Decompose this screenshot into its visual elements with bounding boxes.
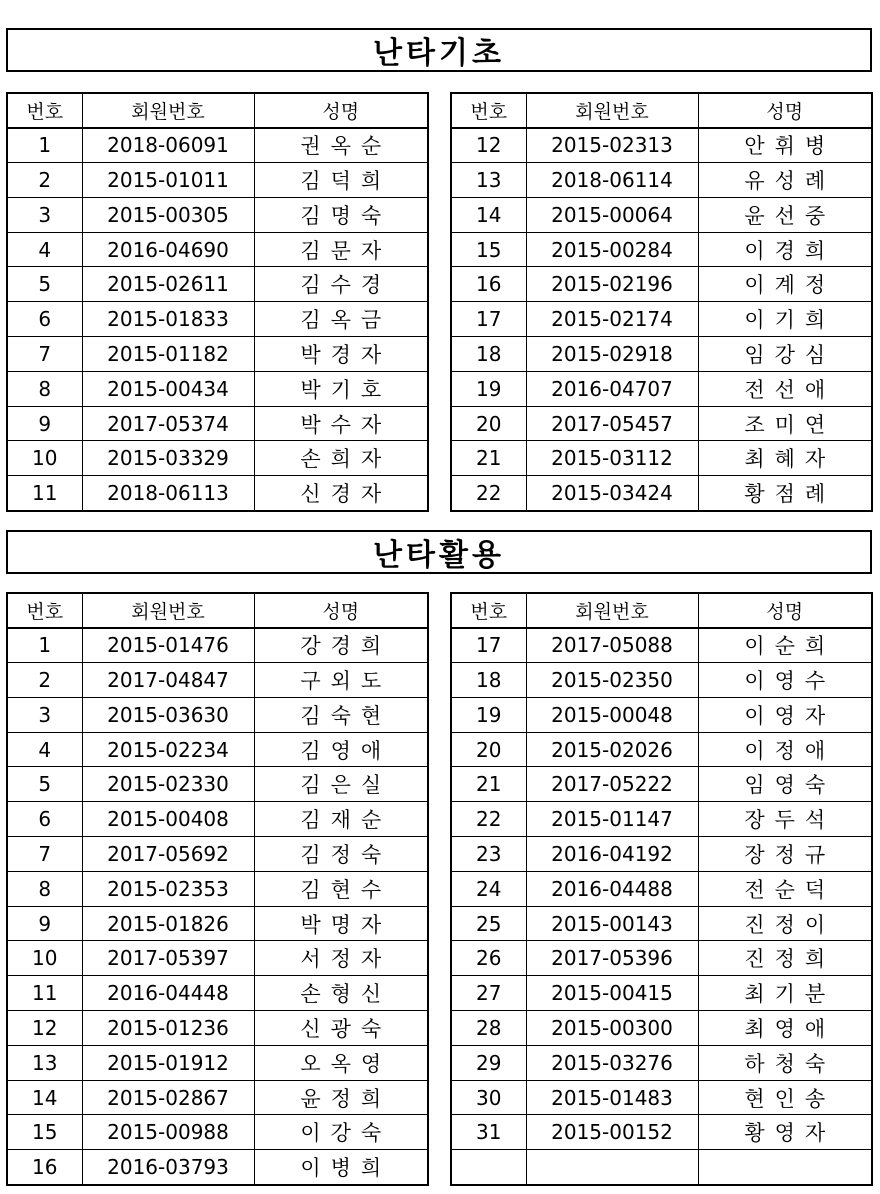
cell-name: 이계정 [698, 267, 872, 302]
cell-member-id: 2016-04690 [82, 232, 254, 267]
cell-member-id: 2016-03793 [82, 1150, 254, 1185]
cell-member-id: 2015-00064 [526, 197, 698, 232]
table-row [451, 628, 872, 663]
cell-member-id: 2017-05374 [82, 406, 254, 441]
header-name: 성명 [254, 593, 428, 628]
table-row [451, 1150, 872, 1185]
cell-member-id: 2015-03329 [82, 441, 254, 476]
cell-member-id: 2016-04488 [526, 871, 698, 906]
table-row [7, 476, 428, 511]
header-no: 번호 [7, 593, 82, 628]
table-row [451, 767, 872, 802]
table-row [7, 232, 428, 267]
cell-no: 4 [7, 732, 82, 767]
cell-name: 장정규 [698, 837, 872, 872]
cell-no: 5 [7, 767, 82, 802]
cell-no: 14 [7, 1080, 82, 1115]
table-header-row [7, 593, 428, 628]
header-name: 성명 [698, 593, 872, 628]
cell-member-id: 2017-05692 [82, 837, 254, 872]
cell-member-id: 2016-04707 [526, 371, 698, 406]
cell-member-id: 2015-02174 [526, 302, 698, 337]
cell-member-id: 2015-02611 [82, 267, 254, 302]
table-row [7, 1045, 428, 1080]
table-row [451, 941, 872, 976]
cell-no: 11 [7, 476, 82, 511]
cell-no: 17 [451, 302, 526, 337]
table-row [451, 267, 872, 302]
cell-no: 6 [7, 802, 82, 837]
cell-no: 2 [7, 663, 82, 698]
cell-no: 10 [7, 941, 82, 976]
cell-no: 30 [451, 1080, 526, 1115]
section-title-applied: 난타활용 [6, 530, 872, 574]
cell-no: 16 [451, 267, 526, 302]
cell-member-id: 2015-02350 [526, 663, 698, 698]
table-row [7, 697, 428, 732]
cell-name: 진정이 [698, 906, 872, 941]
cell-member-id: 2015-00988 [82, 1115, 254, 1150]
cell-no: 20 [451, 406, 526, 441]
table-row [7, 163, 428, 198]
cell-member-id: 2015-01476 [82, 628, 254, 663]
cell-name: 현인송 [698, 1080, 872, 1115]
cell-no: 1 [7, 128, 82, 163]
cell-member-id: 2015-01483 [526, 1080, 698, 1115]
table-row [7, 767, 428, 802]
cell-name: 박기호 [254, 371, 428, 406]
table-row [451, 732, 872, 767]
cell-member-id: 2015-02353 [82, 871, 254, 906]
cell-name: 최영애 [698, 1011, 872, 1046]
cell-member-id: 2015-01833 [82, 302, 254, 337]
cell-name: 이경희 [698, 232, 872, 267]
table-row [451, 197, 872, 232]
table-row [451, 976, 872, 1011]
cell-name: 김숙현 [254, 697, 428, 732]
cell-no: 8 [7, 371, 82, 406]
cell-name: 이정애 [698, 732, 872, 767]
cell-name: 김영애 [254, 732, 428, 767]
cell-member-id: 2015-00408 [82, 802, 254, 837]
cell-no: 5 [7, 267, 82, 302]
table-row [7, 1150, 428, 1185]
header-member-id: 회원번호 [526, 593, 698, 628]
cell-name: 임영숙 [698, 767, 872, 802]
table-row [7, 337, 428, 372]
cell-name: 김덕희 [254, 163, 428, 198]
cell-no: 9 [7, 406, 82, 441]
cell-no: 10 [7, 441, 82, 476]
cell-no: 16 [7, 1150, 82, 1185]
table-row [7, 663, 428, 698]
cell-member-id: 2015-02918 [526, 337, 698, 372]
cell-name: 김정숙 [254, 837, 428, 872]
roster-table-basic-right [450, 92, 873, 512]
cell-name: 김수경 [254, 267, 428, 302]
cell-name: 황영자 [698, 1115, 872, 1150]
table-row [451, 371, 872, 406]
roster-table-basic-left [6, 92, 429, 512]
header-member-id: 회원번호 [82, 93, 254, 128]
cell-no: 3 [7, 697, 82, 732]
cell-name: 이영자 [698, 697, 872, 732]
cell-no: 9 [7, 906, 82, 941]
table-row [451, 232, 872, 267]
cell-name: 전순덕 [698, 871, 872, 906]
cell-name: 박경자 [254, 337, 428, 372]
cell-member-id: 2015-00305 [82, 197, 254, 232]
cell-no: 18 [451, 663, 526, 698]
cell-no: 23 [451, 837, 526, 872]
cell-member-id: 2016-04448 [82, 976, 254, 1011]
cell-no: 8 [7, 871, 82, 906]
cell-member-id: 2015-00143 [526, 906, 698, 941]
cell-member-id: 2015-02313 [526, 128, 698, 163]
cell-name: 유성례 [698, 163, 872, 198]
header-no: 번호 [451, 593, 526, 628]
roster-table-applied-right [450, 592, 873, 1186]
cell-no: 18 [451, 337, 526, 372]
table-row [7, 906, 428, 941]
cell-no: 4 [7, 232, 82, 267]
cell-name: 박명자 [254, 906, 428, 941]
cell-member-id: 2017-05088 [526, 628, 698, 663]
header-member-id: 회원번호 [526, 93, 698, 128]
cell-no: 1 [7, 628, 82, 663]
cell-no: 13 [7, 1045, 82, 1080]
table-row [7, 941, 428, 976]
table-row [451, 337, 872, 372]
cell-member-id: 2017-05222 [526, 767, 698, 802]
cell-member-id: 2015-02196 [526, 267, 698, 302]
cell-no: 17 [451, 628, 526, 663]
table-row [7, 628, 428, 663]
cell-no: 2 [7, 163, 82, 198]
cell-name: 박수자 [254, 406, 428, 441]
cell-no: 28 [451, 1011, 526, 1046]
cell-name: 손희자 [254, 441, 428, 476]
table-row [451, 871, 872, 906]
table-row [451, 163, 872, 198]
cell-member-id: 2015-02330 [82, 767, 254, 802]
cell-name: 윤정희 [254, 1080, 428, 1115]
cell-member-id: 2015-03424 [526, 476, 698, 511]
cell-name: 하청숙 [698, 1045, 872, 1080]
cell-member-id: 2018-06091 [82, 128, 254, 163]
cell-no: 22 [451, 802, 526, 837]
cell-name: 오옥영 [254, 1045, 428, 1080]
cell-no: 29 [451, 1045, 526, 1080]
cell-no: 3 [7, 197, 82, 232]
table-row [451, 441, 872, 476]
table-row [451, 1011, 872, 1046]
cell-no: 6 [7, 302, 82, 337]
table-row [7, 732, 428, 767]
cell-name: 진정희 [698, 941, 872, 976]
cell-member-id: 2018-06114 [526, 163, 698, 198]
table-header-row [7, 93, 428, 128]
table-row [7, 197, 428, 232]
table-row [7, 441, 428, 476]
cell-member-id: 2015-01826 [82, 906, 254, 941]
cell-member-id: 2015-03276 [526, 1045, 698, 1080]
cell-no: 15 [7, 1115, 82, 1150]
cell-name: 이기희 [698, 302, 872, 337]
cell-member-id: 2015-03630 [82, 697, 254, 732]
table-row [451, 1045, 872, 1080]
cell-member-id: 2018-06113 [82, 476, 254, 511]
cell-no: 7 [7, 837, 82, 872]
cell-no: 31 [451, 1115, 526, 1150]
cell-member-id [526, 1150, 698, 1185]
cell-name: 권옥순 [254, 128, 428, 163]
cell-name: 김명숙 [254, 197, 428, 232]
cell-no: 13 [451, 163, 526, 198]
cell-member-id: 2015-01236 [82, 1011, 254, 1046]
table-row [7, 802, 428, 837]
cell-no: 14 [451, 197, 526, 232]
cell-member-id: 2015-00415 [526, 976, 698, 1011]
cell-no: 25 [451, 906, 526, 941]
cell-name: 김현수 [254, 871, 428, 906]
cell-no: 19 [451, 371, 526, 406]
cell-member-id: 2015-00300 [526, 1011, 698, 1046]
table-row [451, 663, 872, 698]
section-title-basic: 난타기초 [6, 28, 872, 72]
table-row [451, 802, 872, 837]
cell-name: 강경희 [254, 628, 428, 663]
table-row [7, 128, 428, 163]
table-row [451, 1115, 872, 1150]
cell-member-id: 2016-04192 [526, 837, 698, 872]
roster-table-applied-left [6, 592, 429, 1186]
cell-member-id: 2017-05397 [82, 941, 254, 976]
table-row [451, 697, 872, 732]
cell-member-id: 2015-01011 [82, 163, 254, 198]
cell-member-id: 2015-01147 [526, 802, 698, 837]
cell-member-id: 2017-05457 [526, 406, 698, 441]
table-row [7, 302, 428, 337]
cell-name: 조미연 [698, 406, 872, 441]
cell-no: 11 [7, 976, 82, 1011]
table-row [451, 128, 872, 163]
cell-member-id: 2015-00284 [526, 232, 698, 267]
table-row [451, 302, 872, 337]
cell-no: 27 [451, 976, 526, 1011]
table-row [7, 406, 428, 441]
cell-name: 황점례 [698, 476, 872, 511]
table-row [7, 871, 428, 906]
cell-name: 윤선중 [698, 197, 872, 232]
table-row [7, 1080, 428, 1115]
cell-no: 15 [451, 232, 526, 267]
cell-member-id: 2015-02234 [82, 732, 254, 767]
table-row [7, 371, 428, 406]
table-row [7, 267, 428, 302]
cell-member-id: 2015-00434 [82, 371, 254, 406]
cell-name: 신경자 [254, 476, 428, 511]
cell-member-id: 2015-01182 [82, 337, 254, 372]
cell-no: 12 [451, 128, 526, 163]
cell-name: 안휘병 [698, 128, 872, 163]
cell-name: 전선애 [698, 371, 872, 406]
header-name: 성명 [698, 93, 872, 128]
cell-name: 이강숙 [254, 1115, 428, 1150]
cell-member-id: 2015-03112 [526, 441, 698, 476]
table-row [7, 837, 428, 872]
cell-member-id: 2015-00152 [526, 1115, 698, 1150]
cell-name: 김옥금 [254, 302, 428, 337]
header-member-id: 회원번호 [82, 593, 254, 628]
table-row [7, 976, 428, 1011]
cell-member-id: 2017-04847 [82, 663, 254, 698]
header-no: 번호 [451, 93, 526, 128]
cell-name: 장두석 [698, 802, 872, 837]
cell-no [451, 1150, 526, 1185]
cell-name: 손형신 [254, 976, 428, 1011]
header-no: 번호 [7, 93, 82, 128]
table-row [451, 476, 872, 511]
table-row [7, 1011, 428, 1046]
table-row [7, 1115, 428, 1150]
cell-no: 26 [451, 941, 526, 976]
cell-name: 최혜자 [698, 441, 872, 476]
cell-no: 12 [7, 1011, 82, 1046]
header-name: 성명 [254, 93, 428, 128]
cell-member-id: 2017-05396 [526, 941, 698, 976]
table-row [451, 837, 872, 872]
cell-name: 김은실 [254, 767, 428, 802]
table-header-row [451, 593, 872, 628]
cell-name: 이순희 [698, 628, 872, 663]
cell-no: 19 [451, 697, 526, 732]
cell-member-id: 2015-01912 [82, 1045, 254, 1080]
cell-name: 서정자 [254, 941, 428, 976]
cell-name: 김문자 [254, 232, 428, 267]
cell-no: 24 [451, 871, 526, 906]
cell-name: 이병희 [254, 1150, 428, 1185]
cell-name: 이영수 [698, 663, 872, 698]
cell-member-id: 2015-02867 [82, 1080, 254, 1115]
cell-name: 임강심 [698, 337, 872, 372]
table-header-row [451, 93, 872, 128]
cell-name: 구외도 [254, 663, 428, 698]
table-row [451, 906, 872, 941]
cell-name: 최기분 [698, 976, 872, 1011]
cell-no: 7 [7, 337, 82, 372]
cell-member-id: 2015-02026 [526, 732, 698, 767]
cell-name: 김재순 [254, 802, 428, 837]
cell-no: 21 [451, 767, 526, 802]
table-row [451, 1080, 872, 1115]
cell-no: 21 [451, 441, 526, 476]
table-row [451, 406, 872, 441]
cell-no: 20 [451, 732, 526, 767]
cell-name [698, 1150, 872, 1185]
cell-member-id: 2015-00048 [526, 697, 698, 732]
cell-name: 신광숙 [254, 1011, 428, 1046]
cell-no: 22 [451, 476, 526, 511]
